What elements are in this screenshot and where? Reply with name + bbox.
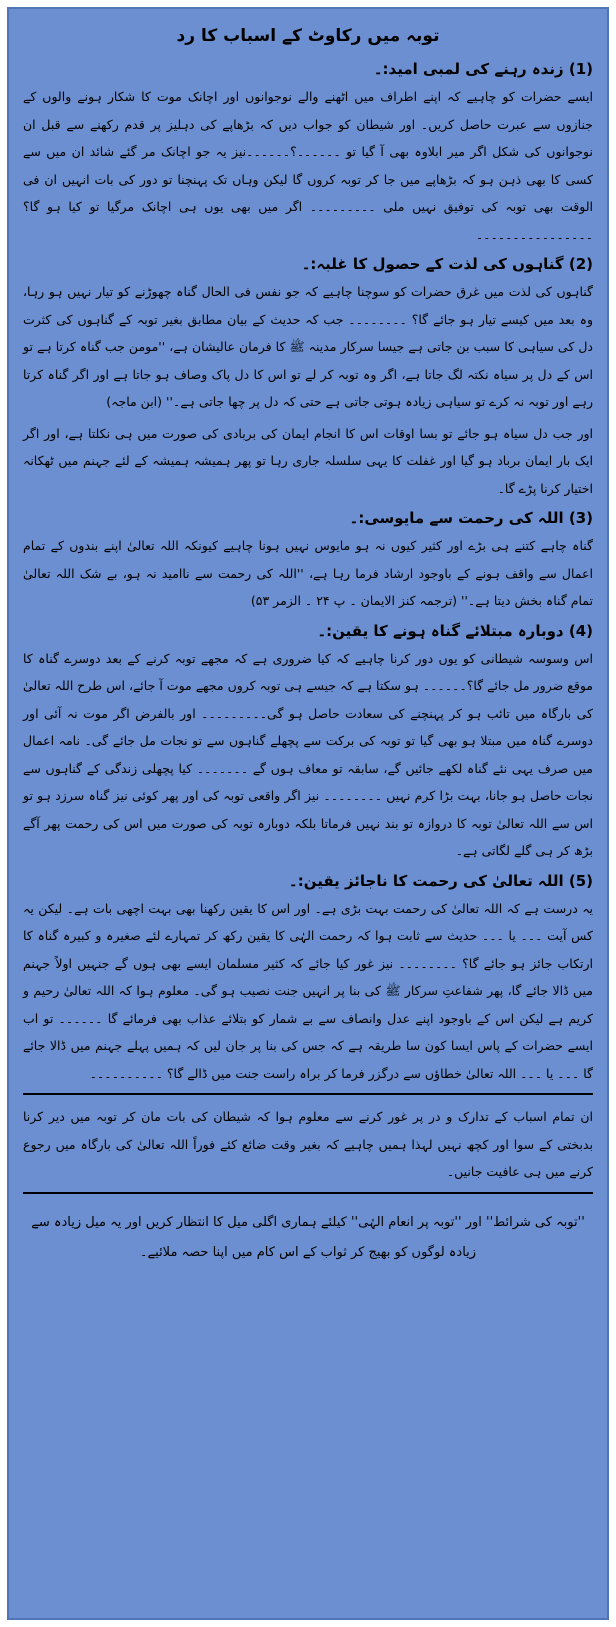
section-number: (4) [568, 621, 593, 640]
section-title: دوبارہ مبتلائے گناہ ہونے کا یقین:۔ [317, 621, 564, 640]
section-heading [23, 57, 593, 81]
section-title: گناہوں کی لذت کے حصول کا غلبہ:۔ [301, 255, 564, 273]
section-heading [23, 869, 593, 893]
section-4 [23, 619, 593, 865]
conclusion-paragraph: ان تمام اسباب کے تدارک و در پر غور کرنے سے معلوم ہوا کہ شیطان کی بات مان کر توبہ میں دیر کرنا بدبختی کے سوا اور کچھ نہیں لہذا ہمیں چاہیے کہ بغیر وقت ضائع کئے فوراً اللہ تعالیٰ کی بارگاہ میں رجوع کرنے میں ہی عافیت جانیں۔ [23, 1109, 593, 1179]
section-title: اللہ تعالیٰ کی رحمت کا ناجائز یقین:۔ [288, 871, 564, 890]
footer-note: ''توبہ کی شرائط'' اور ''توبہ پر انعام الہٰی'' کیلئے ہماری اگلی میل کا انتظار کریں اور یہ میل زیادہ سے زیادہ لوگوں کو بھیج کر ثواب کے اس کام میں اپنا حصہ ملائیے۔ [31, 1214, 585, 1260]
section-number: (3) [568, 509, 593, 527]
section-paragraph: اس وسوسہ شیطانی کو یوں دور کرنا چاہیے کہ کیا ضروری ہے کہ مجھے توبہ کرنے کے بعد دوسرے گناہ کا موقع ضرور مل جائے گا؟۔۔۔۔۔۔ ہو سکتا ہے کہ جیسے ہی توبہ کروں مجھے موت آ جائے، اس طرح اللہ تعالیٰ کی بارگاہ میں تائب ہو کر پہنچنے کی سعادت حاصل ہو گی۔۔۔۔۔۔۔۔۔ اور بالفرض اگر موت نہ آئی اور دوسرے گناہ میں مبتلا ہو بھی گیا تو توبہ کی برکت سے پچھلے گناہوں سے تو نجات مل جائے گی۔ نامہ اعمال میں صرف یہی نئے گناہ لکھے جائیں گے، سابقہ تو معاف ہوں گے ۔۔۔۔۔۔۔ کیا پچھلی زندگی کے گناہوں سے نجات حاصل ہو جانا، بہت بڑا کرم نہیں ۔۔۔۔۔۔۔۔ نیز اگر واقعی توبہ کی اور پھر کوئی نیز گناہ سرزد ہو تو اس سے اللہ تعالیٰ توبہ کا دروازہ تو بند نہیں فرماتا بلکہ دوبارہ توبہ کی صورت میں اس کی رحمت پھر آگے بڑھ کر ہی گلے لگاتی ہے۔ [23, 650, 593, 858]
section-5 [23, 869, 593, 1186]
section-number: (5) [568, 871, 593, 890]
section-heading [23, 252, 593, 276]
document-page [7, 7, 609, 1620]
divider [23, 1093, 593, 1095]
section-heading [23, 619, 593, 643]
section-paragraph: گناہوں کی لذت میں غرق حضرات کو سوچنا چاہیے کہ جو نفس فی الحال گناہ چھوڑنے کو تیار نہیں ہو رہا، وہ بعد میں کیسے تیار ہو جائے گا؟ ۔۔۔۔۔۔۔۔ جب کہ حدیث کے بیان مطابق بغیر توبہ کے گناہوں کی کثرت دل کی سیاہی کا سبب بن جاتی ہے جیسا سرکار مدینہ ﷺ کا فرمان عالیشان ہے، ''مومن جب گناہ کرتا ہے تو اس کے دل پر سیاہ نکتہ لگ جاتا ہے، اگر وہ توبہ کر لے تو اس کا دل پاک وصاف ہو جاتا ہے اور اگر گناہ کرتا رہے اور توبہ نہ کرے تو سیاہی زیادہ ہوتی جاتی ہے حتی کہ دل پر چھا جاتی ہے۔'' (ابن ماجہ) [23, 284, 593, 409]
section-paragraph: یہ درست ہے کہ اللہ تعالیٰ کی رحمت بہت بڑی ہے۔ اور اس کا یقین رکھنا بھی بہت اچھی بات ہے۔ لیکن یہ کس آیت ۔۔۔ یا ۔۔۔ حدیث سے ثابت ہوا کہ رحمت الہٰی کا یقین رکھ کر تمہارے لئے صغیرہ و کبیرہ گناہ کا ارتکاب جائز ہو جائے گا؟ ۔۔۔۔۔۔۔۔ نیز غور کیا جائے کہ کثیر مسلمان ایسے بھی ہوں گے جنہیں اولاً جہنم میں ڈالا جائے گا، پھر شفاعتِ سرکار ﷺ کی بنا پر انہیں جنت نصیب ہو گی۔ معلوم ہوا کہ اللہ تعالیٰ رحیم و کریم ہے لیکن اس کے باوجود اپنے عدل وانصاف سے بے شمار کو بتلائے عذاب بھی فرمائے گا ۔۔۔۔۔۔ تو اب ایسے حضرات کے پاس ایسا کون سا طریقہ ہے کہ جس کی بنا پر جان لیں کہ ہمیں پہلے جہنم میں ڈالا جائے گا ۔۔۔ یا ۔۔۔ اللہ تعالیٰ خطاؤں سے درگزر فرما کر براہ راست جنت میں ڈالے گا؟ ۔۔۔۔۔۔۔۔۔۔ [23, 900, 593, 1081]
page-title: توبہ میں رکاوٹ کے اسباب کا رد [176, 26, 440, 46]
section-title: اللہ کی رحمت سے مایوسی:۔ [349, 509, 564, 527]
section-number: (1) [568, 60, 593, 78]
divider [23, 1192, 593, 1194]
section-title: زندہ رہنے کی لمبی امید:۔ [373, 60, 564, 78]
section-paragraph: اور جب دل سیاہ ہو جائے تو بسا اوقات اس کا انجام ایمان کی بربادی کی صورت میں ہی نکلتا ہے، اور اگر ایک بار ایمان برباد ہو گیا اور غفلت کا یہی سلسلہ جاری رہا تو پھر ہمیشہ ہمیشہ کے لئے جہنم میں ٹھکانہ اختیار کرنا پڑے گا۔ [23, 425, 593, 496]
section-paragraph: گناہ چاہے کتنے ہی بڑے اور کثیر کیوں نہ ہو مایوس نہیں ہونا چاہیے کیونکہ اللہ تعالیٰ اپنے بندوں کے تمام اعمال سے واقف ہونے کے باوجود ارشاد فرما رہا ہے، ''اللہ کی رحمت سے ناامید نہ ہو، بے شک اللہ تعالیٰ تمام گناہ بخش دیتا ہے۔'' (ترجمہ کنز الایمان ۔ پ ۲۴ ۔ الزمر ۵۳) [23, 538, 593, 608]
section-paragraph: ایسے حضرات کو چاہیے کہ اپنے اطراف میں اٹھنے والے نوجوانوں اور اچانک موت کا شکار ہونے والوں کے جنازوں سے عبرت حاصل کریں۔ اور شیطان کو جواب دیں کہ بڑھاپے کی دہلیز پر قدم رکھنے سے قبل ان نوجوانوں کی شکل اگر میر ابلاوہ بھی آ گیا تو ۔۔۔۔۔۔؟۔۔۔۔۔۔نیز یہ جو اچانک مر گئے شائد ان میں سے کسی کا بھی ذہن ہو کہ بڑھاپے میں جا کر توبہ کروں گا لیکن وہاں تک پہنچنا تو دور کی بات انہیں ان فی الوقت بھی توبہ کی توفیق نہیں ملی ۔۔۔۔۔۔۔۔۔ اگر میں بھی یوں ہی اچانک مرگیا تو کیا ہو گا؟ ۔۔۔۔۔۔۔۔۔۔۔۔۔۔۔۔ [23, 89, 593, 242]
section-heading [23, 506, 593, 530]
section-number: (2) [568, 255, 593, 273]
section-3 [23, 506, 593, 615]
section-1 [23, 57, 593, 248]
section-2 [23, 252, 593, 502]
